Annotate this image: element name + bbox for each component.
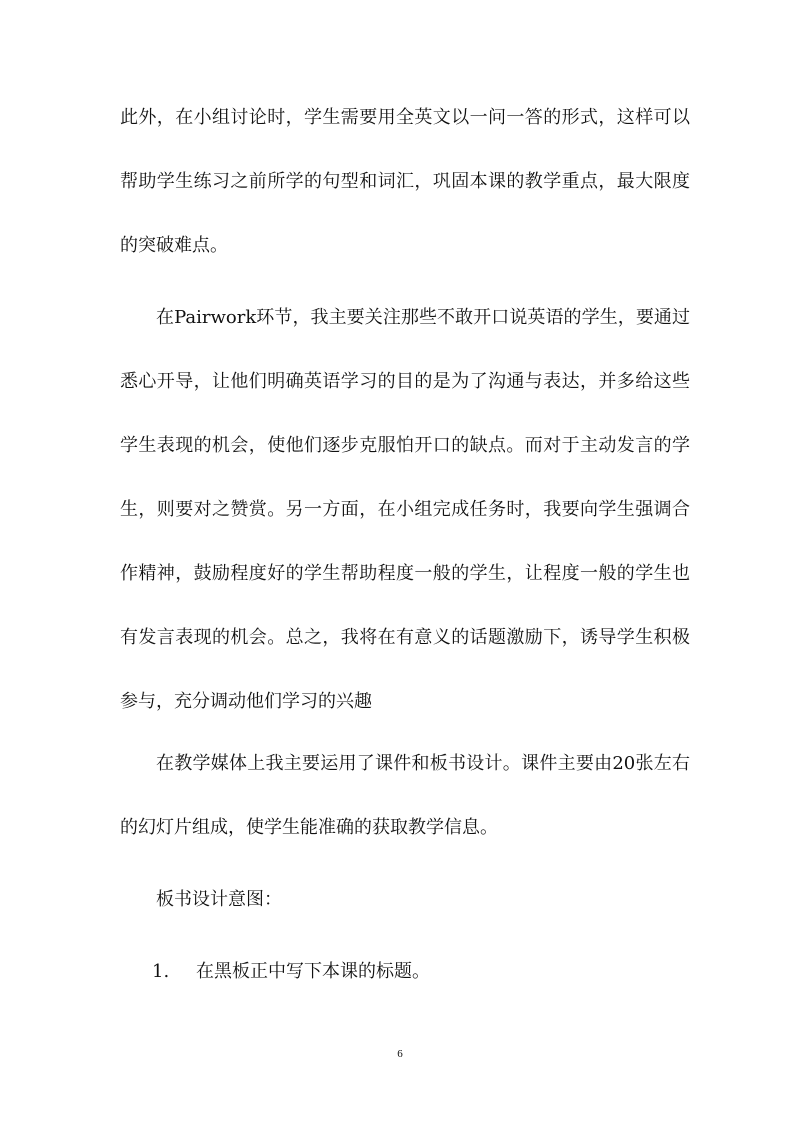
- list-item-number: 1.: [152, 961, 170, 982]
- paragraph: 在教学媒体上我主要运用了课件和板书设计。课件主要由20张左右的幻灯片组成，使学生能准确的获取教学信息。: [120, 753, 690, 838]
- paragraph-group-discussion: [120, 86, 690, 278]
- paragraph: 在Pairwork环节，我主要关注那些不敢开口说英语的学生，要通过悉心开导，让他们明确英语学习的目的是为了沟通与表达，并多给这些学生表现的机会，使他们逐步克服怕开口的缺点。而对于主动发言的学生，则要对之赞赏。另一方面，在小组完成任务时，我要向学生强调合作精神，鼓励程度好的学生帮助程度一般的学生，让程度一般的学生也有发言表现的机会。总之，我将在有意义的话题激励下，诱导学生积极参与，充分调动他们学习的兴趣: [120, 307, 690, 712]
- paragraph-teaching-media: [120, 732, 690, 860]
- list-item-text: 在黑板正中写下本课的标题。: [196, 961, 430, 982]
- paragraph-blackboard-design: [120, 868, 690, 932]
- paragraph: 板书设计意图：: [156, 889, 282, 910]
- paragraph-pairwork: [120, 286, 690, 734]
- list-item: [152, 940, 430, 1004]
- paragraph: 此外，在小组讨论时，学生需要用全英文以一问一答的形式，这样可以帮助学生练习之前所学的句型和词汇，巩固本课的教学重点，最大限度的突破难点。: [120, 107, 690, 256]
- page-number: 6: [397, 1048, 403, 1060]
